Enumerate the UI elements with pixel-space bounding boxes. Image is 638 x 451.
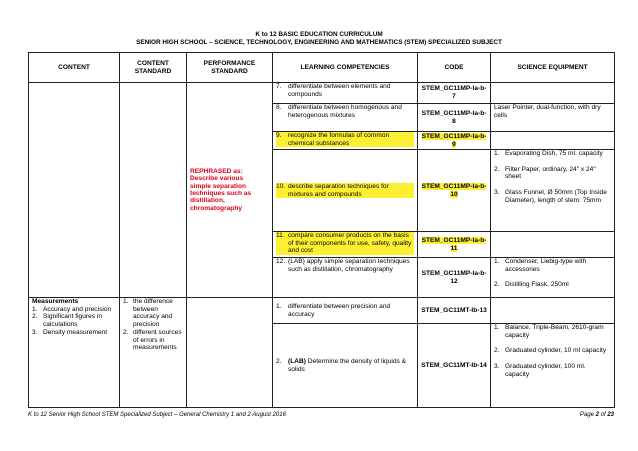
standard-item: 1. the difference between accuracy and precision: [123, 298, 173, 329]
competency-number: 8.: [276, 104, 282, 111]
column-header-performance-standard: PERFORMANCE STANDARD: [187, 53, 273, 83]
equipment-item: 2. Filter Paper, ordinary, 24" x 24" sheet: [494, 165, 596, 181]
total-pages: 23: [607, 412, 614, 418]
competency-text: differentiate between precision and accuracy: [288, 302, 391, 318]
column-header-content: CONTENT: [29, 53, 120, 83]
competency-number: 7.: [276, 83, 282, 90]
code-cell: STEM_GC11MT-Ib-13: [418, 298, 491, 324]
equipment-cell: [491, 324, 615, 408]
column-header-learning-competencies: LEARNING COMPETENCIES: [273, 53, 418, 83]
equipment-item: 1. Balance, Triple-Beam, 2610-gram capacity: [494, 324, 604, 339]
equipment-cell: [491, 150, 615, 232]
footer-document-title: K to 12 Senior High School STEM Specialized Subject – General Chemistry 1 and 2 August 2016: [28, 412, 286, 418]
code-cell: [418, 232, 491, 258]
equipment-cell-empty: [491, 132, 615, 150]
code-cell: STEM_GC11MP-Ia-b-7: [418, 83, 491, 104]
header-subtitle: SENIOR HIGH SCHOOL – SCIENCE, TECHNOLOGY, ENGINEERING AND MATHEMATICS (STEM) SPECIALIZED SUBJECT: [136, 39, 502, 46]
equipment-cell: [491, 258, 615, 298]
performance-standard-cell-empty: [187, 298, 273, 408]
competency-number: 10.: [276, 182, 286, 190]
column-header-content-standard: CONTENT STANDARD: [120, 53, 187, 83]
standard-item: 2. different sources of errors in measurements: [123, 328, 182, 352]
current-page: 2: [595, 412, 599, 418]
equipment-text: Laser Pointer, dual-function, with dry cells: [494, 104, 601, 119]
performance-standard-cell: [187, 83, 273, 298]
column-header-code: CODE: [418, 53, 491, 83]
table-row: [29, 83, 615, 104]
competency-text: recognize the formulas of common chemical substances: [288, 132, 390, 147]
code-cell: STEM_GC11MP-Ia-b-8: [418, 104, 491, 132]
code-text: STEM_GC11MP-Ia-b-11: [421, 236, 487, 252]
competency-cell: [273, 104, 418, 132]
competency-cell: [273, 132, 418, 150]
column-header-science-equipment: SCIENCE EQUIPMENT: [491, 53, 615, 83]
code-cell: STEM_GC11MT-Ib-14: [418, 324, 491, 408]
competency-text: Determine the density of liquids & solids: [288, 357, 407, 373]
equipment-item: 1. Condenser, Liebig-type with accessories: [494, 258, 587, 273]
competency-text: describe separation techniques for mixtures and compounds: [288, 182, 389, 198]
competency-text: (LAB) apply simple separation techniques such as distillation, chromatography: [288, 258, 410, 273]
competency-cell: [273, 258, 418, 298]
equipment-item: 3. Graduated cylinder, 100 ml. capacity: [494, 363, 586, 378]
code-cell: STEM_GC11MP-Ia-b-12: [418, 258, 491, 298]
code-cell: [418, 150, 491, 232]
competency-number: 9.: [276, 132, 282, 139]
equipment-list: [494, 324, 611, 379]
competency-cell: [273, 83, 418, 104]
content-item: 3. Density measurement: [32, 328, 108, 336]
performance-note: REPHRASED as: Describe various simple separation techniques such as distillation, chromatography: [190, 167, 252, 212]
equipment-list: [494, 150, 611, 205]
code-cell: [418, 132, 491, 150]
competency-number: 12.: [276, 258, 286, 265]
competency-text: differentiate between elements and compounds: [288, 83, 391, 98]
content-item: 2. Significant figures in calculations: [32, 313, 103, 329]
content-cell: [29, 298, 120, 408]
content-item: 1. Accuracy and precision: [32, 305, 112, 313]
competency-text: differentiate between homogenous and heterogenous mixtures: [288, 104, 402, 119]
code-text: STEM_GC11MP-Ia-b-10: [421, 182, 487, 198]
equipment-item: 1. Evaporating Dish, 75 ml. capacity: [494, 150, 603, 157]
lab-label: (LAB): [288, 357, 306, 365]
content-standard-cell-empty: [120, 83, 187, 298]
equipment-list: [494, 258, 611, 289]
content-standard-cell: [120, 298, 187, 408]
competency-cell: [273, 324, 418, 408]
curriculum-table: [28, 52, 615, 408]
competency-cell: [273, 150, 418, 232]
equipment-cell-empty: [491, 83, 615, 104]
equipment-item: 3. Glass Funnel, Ø 50mm (Top Inside Diameter), length of stem: 75mm: [494, 189, 607, 204]
equipment-item: 2. Graduated cylinder, 10 ml capacity: [494, 347, 607, 355]
equipment-cell-empty: [491, 298, 615, 324]
footer-page-number: Page 2 of 23: [579, 412, 614, 418]
competency-cell: [273, 232, 418, 258]
content-cell-empty: [29, 83, 120, 298]
header-title: K to 12 BASIC EDUCATION CURRICULUM: [255, 31, 383, 38]
code-text: STEM_GC11MP-Ia-b-9: [421, 132, 487, 148]
competency-text: compare consumer products on the basis of their components for use, safety, quality and cost: [288, 232, 412, 255]
competency-number: 2.: [276, 357, 282, 365]
competency-number: 1.: [276, 302, 282, 310]
equipment-cell: [491, 104, 615, 132]
equipment-item: 2. Distilling Flask, 250ml: [494, 281, 569, 289]
table-row: [29, 298, 615, 324]
competency-number: 11.: [276, 232, 285, 239]
table-header-row: [29, 53, 615, 83]
equipment-cell-empty: [491, 232, 615, 258]
content-title: Measurements: [32, 298, 79, 305]
competency-cell: [273, 298, 418, 324]
